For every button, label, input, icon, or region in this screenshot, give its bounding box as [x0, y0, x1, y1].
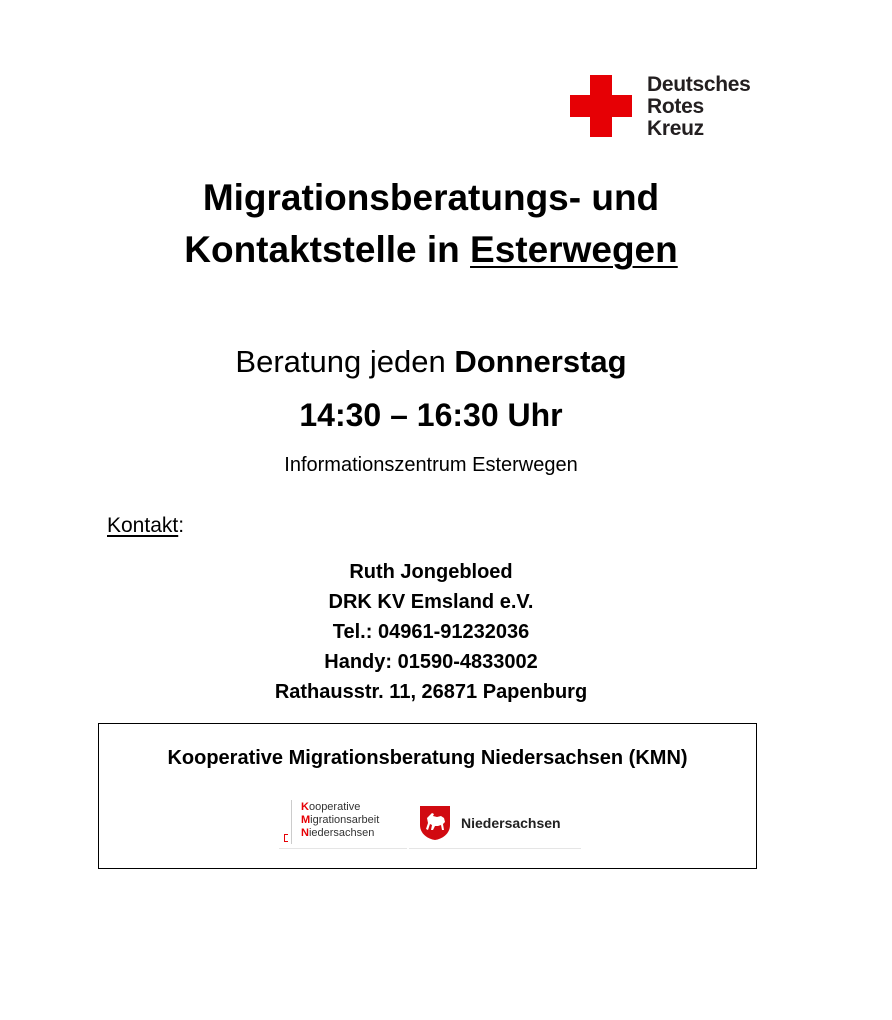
contact-heading-label: Kontakt [107, 514, 179, 537]
kmn-logo-text [301, 801, 379, 840]
kmn-title: Kooperative Migrationsberatung Niedersachsen (KMN) [167, 747, 688, 769]
kmn-bracket-icon [284, 834, 288, 842]
kmn-logo-line-2 [301, 814, 379, 827]
contact-heading-colon: : [178, 514, 185, 537]
contact-heading [107, 513, 184, 539]
kmn-logo-rest-1: ooperative [308, 801, 361, 813]
kmn-logo-initial-m: M [301, 814, 311, 826]
consultation-location: Informationszentrum Esterwegen [284, 454, 578, 476]
kmn-logo-rest-3: iedersachsen [308, 827, 375, 839]
drk-logo [570, 75, 770, 139]
consultation-time: 14:30 – 16:30 Uhr [299, 397, 563, 433]
kmn-box [98, 723, 757, 869]
contact-address: Rathausstr. 11, 26871 Papenburg [274, 681, 588, 703]
red-cross-icon [570, 75, 632, 137]
kmn-logo-initial-k: K [301, 801, 309, 813]
page-title-line-1: Migrationsberatungs- und [202, 177, 660, 218]
contact-details [0, 557, 862, 707]
page-title-line-2 [0, 224, 862, 276]
consultation-day-name: Donnerstag [454, 344, 627, 379]
niedersachsen-logo [409, 798, 581, 849]
kmn-logo-line-3 [301, 827, 379, 840]
niedersachsen-name: Niedersachsen [461, 815, 561, 831]
drk-wordmark-line-1: Deutsches [647, 73, 751, 96]
page-title-place: Esterwegen [470, 229, 678, 270]
contact-name: Ruth Jongebloed [349, 561, 513, 583]
page-title-prefix: Kontaktstelle in [184, 229, 471, 270]
kmn-logo-sidebar [283, 800, 292, 844]
horse-shield-icon [419, 805, 451, 841]
kmn-logo-initial-n: N [301, 827, 309, 839]
consultation-day [0, 342, 862, 382]
kmn-logo [279, 798, 407, 849]
drk-wordmark-line-2: Rotes [647, 95, 704, 118]
contact-organization: DRK KV Emsland e.V. [328, 591, 534, 613]
drk-wordmark-line-3: Kreuz [647, 117, 704, 140]
consultation-day-prefix: Beratung jeden [235, 344, 455, 379]
page-title [0, 172, 862, 276]
kmn-logo-rest-2: igrationsarbeit [310, 814, 380, 826]
kmn-logo-line-1 [301, 801, 379, 814]
drk-wordmark [647, 74, 751, 140]
contact-phone: Tel.: 04961-91232036 [332, 621, 530, 643]
contact-mobile: Handy: 01590-4833002 [324, 651, 538, 673]
